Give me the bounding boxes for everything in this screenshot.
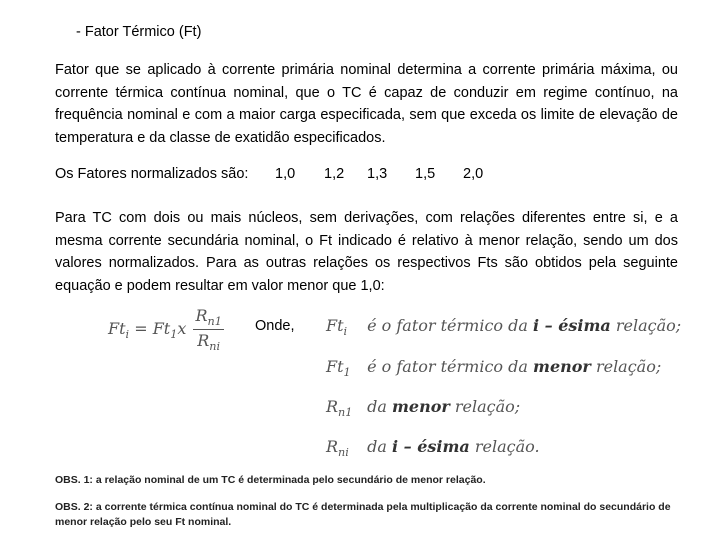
def-bold: menor [533, 357, 591, 376]
factor-value: 1,3 [367, 166, 388, 182]
def-bold: i – ésima [391, 437, 470, 456]
definition-paragraph: Fator que se aplicado à corrente primária nominal determina a corrente primária máxima, ou corrente térmica contínua nominal, que o TC é capaz de conduzir em regime contínuo, na frequência nominal e com a maior carga especificada, sem que exceda os limite de elevação de temperatura e da classe de exatidão especificados. [55, 62, 678, 146]
def-symbol: $R_{ni}$ [326, 437, 349, 460]
eq-rhs: $Ft_1$ [152, 319, 178, 342]
definition-fti [326, 316, 681, 338]
eq-times: x [177, 319, 187, 339]
def-text: é o fator térmico da [367, 357, 534, 376]
factor-value: 1,2 [324, 166, 345, 182]
multi-core-paragraph: Para TC com dois ou mais núcleos, sem derivações, com relações diferentes entre si, e a mesma corrente secundária nominal, o Ft indicado é relativo à menor relação, sendo um dos valores normalizados. Para as outras relações os respectivos Fts são obtidos pela seguinte equação e podem resultar em valor menor que 1,0: [55, 210, 678, 294]
def-bold: i – ésima [533, 316, 611, 335]
factor-value: 1,0 [275, 166, 296, 182]
eq-lhs: $Ft_i$ [108, 319, 130, 342]
onde-label: Onde, [255, 318, 295, 334]
eq-denominator: $R_{ni}$ [197, 331, 221, 354]
definition-ft1 [326, 357, 661, 379]
def-text: relação; [590, 357, 662, 376]
section-heading: - Fator Térmico (Ft) [76, 24, 202, 40]
def-text: relação. [469, 437, 540, 456]
obs-2-note: OBS. 2: a corrente térmica contínua nominal do TC é determinada pela multiplicação da corrente nominal do secundário de menor relação pelo seu Ft nominal. [55, 501, 671, 528]
factors-label: Os Fatores normalizados são: [55, 166, 249, 182]
def-symbol: $Ft_i$ [326, 316, 348, 339]
definition-rni [326, 437, 540, 459]
def-bold: menor [391, 397, 450, 416]
def-text: é o fator térmico da [367, 316, 534, 335]
def-text: da [367, 437, 392, 456]
definition-rn1 [326, 397, 520, 419]
eq-fraction [193, 306, 223, 353]
factor-value: 1,5 [415, 166, 436, 182]
ft-equation [108, 306, 224, 353]
factor-value: 2,0 [463, 166, 484, 182]
eq-numerator: $R_{n1}$ [195, 306, 222, 329]
def-text: relação; [610, 316, 682, 335]
def-symbol: $Ft_1$ [326, 357, 351, 380]
eq-equals: = [134, 319, 148, 339]
def-symbol: $R_{n1}$ [326, 397, 353, 420]
def-text: relação; [449, 397, 521, 416]
def-text: da [367, 397, 392, 416]
obs-1-note: OBS. 1: a relação nominal de um TC é determinada pelo secundário de menor relação. [55, 474, 486, 486]
